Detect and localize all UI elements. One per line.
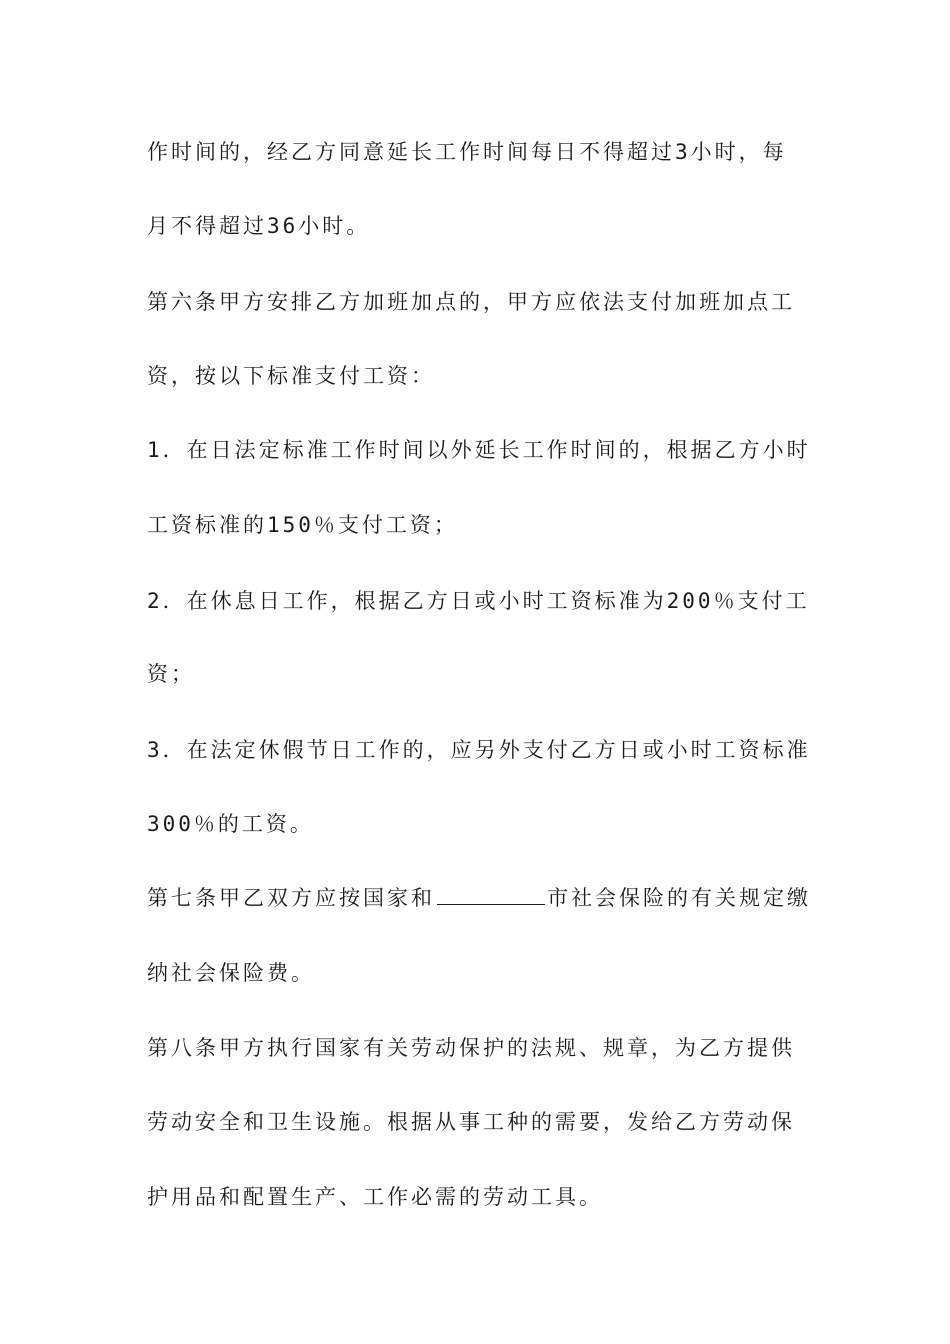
text-line: 3．在法定休假节日工作的，应另外支付乙方日或小时工资标准 (147, 738, 811, 762)
text-line: 第八条甲方执行国家有关劳动保护的法规、规章，为乙方提供 (147, 1036, 795, 1060)
text-line: 护用品和配置生产、工作必需的劳动工具。 (147, 1185, 603, 1209)
text-line: 第六条甲方安排乙方加班加点的，甲方应依法支付加班加点工 (147, 290, 795, 314)
text-line: 资，按以下标准支付工资： (147, 364, 435, 388)
fill-in-blank[interactable] (437, 884, 545, 905)
text-line: 月不得超过36小时。 (147, 214, 371, 238)
text-line: 纳社会保险费。 (147, 961, 315, 985)
text-segment: 市社会保险的有关规定缴 (547, 886, 811, 910)
text-line: 2．在休息日工作，根据乙方日或小时工资标准为200％支付工 (147, 589, 810, 613)
text-line-with-blank (147, 882, 827, 914)
text-line: 1．在日法定标准工作时间以外延长工作时间的，根据乙方小时 (147, 438, 811, 462)
text-line: 作时间的，经乙方同意延长工作时间每日不得超过3小时，每 (147, 140, 787, 164)
text-line: 资； (147, 662, 195, 686)
text-line: 工资标准的150％支付工资； (147, 513, 458, 537)
text-line: 300％的工资。 (147, 812, 314, 836)
text-segment: 第七条甲乙双方应按国家和 (147, 886, 435, 910)
text-line: 劳动安全和卫生设施。根据从事工种的需要，发给乙方劳动保 (147, 1110, 795, 1134)
